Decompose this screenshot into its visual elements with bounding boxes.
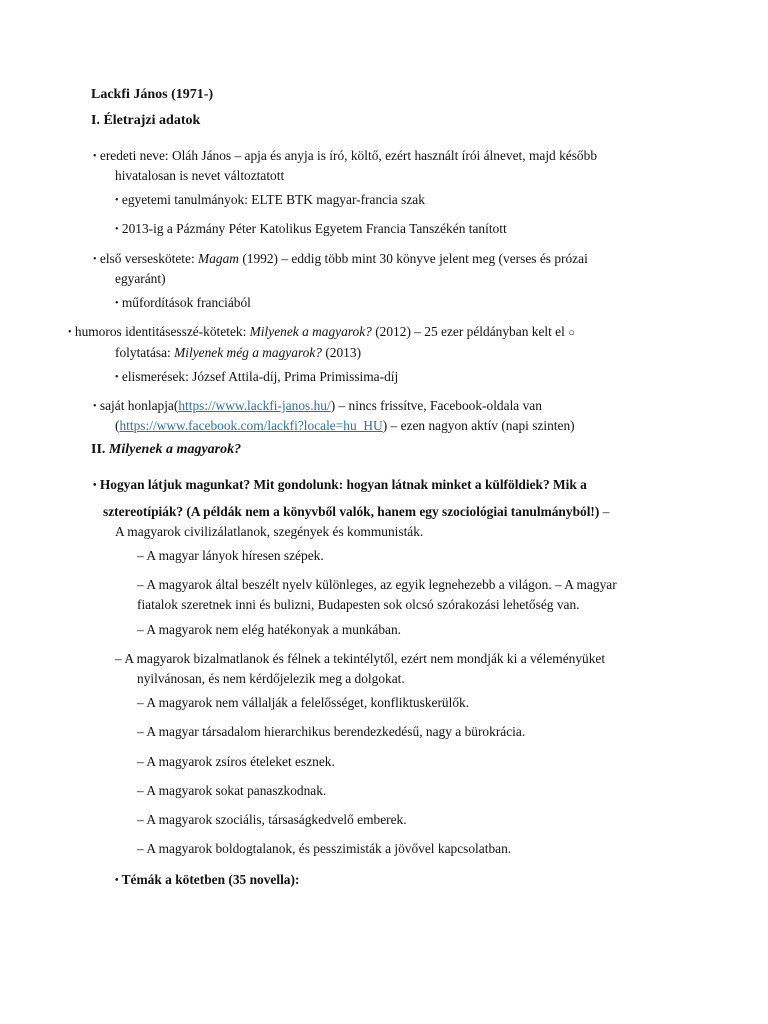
bullet-icon: • [93, 151, 97, 162]
stereotype-item [137, 812, 407, 828]
bullet-icon: • [68, 327, 72, 338]
stereotype-text: A magyarok nem elég hatékonyak a munkában. [146, 622, 402, 637]
list-item-continuation: hivatalosan is nevet változtatott [115, 168, 285, 183]
list-item-text: saját honlapja( [99, 398, 179, 413]
section-title: Milyenek a magyarok? [108, 442, 242, 457]
dash-bullet: – [137, 622, 144, 637]
stereotype-text: A magyarok bizalmatlanok és félnek a tekintélytől, ezért nem mondják ki a véleményüket [124, 651, 606, 666]
dash-bullet: – [137, 754, 144, 769]
stereotype-line: A magyarok civilizálatlanok, szegények és kommunisták. [115, 524, 424, 539]
list-item-text: ) – ezen nagyon aktív (napi szinten) [382, 418, 575, 433]
dash-bullet: – [115, 651, 122, 666]
dash-bullet: – [137, 548, 144, 563]
list-item-continuation [115, 418, 575, 434]
list-item-text: egyetemi tanulmányok: ELTE BTK magyar-francia szak [121, 192, 425, 207]
stereotype-item [115, 651, 605, 667]
list-item-text: első verseskötete: [99, 251, 199, 266]
stereotype-item [137, 548, 324, 564]
list-item-text: eredeti neve: Oláh János – apja és anyja is író, költő, ezért használt írói álnevet, majd később [99, 148, 598, 163]
list-item-text: (2013) [321, 345, 362, 360]
list-item [93, 148, 597, 166]
book-title: Magam [198, 251, 239, 266]
dash-bullet: – [137, 577, 144, 592]
sub-list-item [115, 192, 425, 210]
list-item [93, 398, 542, 416]
list-item-text: (1992) – eddig több mint 30 könyve jelent meg (verses és prózai [238, 251, 588, 266]
bullet-icon: • [115, 298, 119, 309]
stereotype-text: A magyarok nem vállalják a felelősséget, konfliktuskerülők. [146, 695, 470, 710]
stereotype-item [137, 783, 326, 799]
bullet-icon: • [115, 372, 119, 383]
list-item [68, 324, 575, 342]
list-item-text: 2013-ig a Pázmány Péter Katolikus Egyetem Francia Tanszékén tanított [121, 221, 507, 236]
section-number: II. [91, 442, 109, 457]
stereotype-text: A magyarok sokat panaszkodnak. [146, 783, 327, 798]
question-text: sztereotípiák? (A példák nem a könyvből valók, hanem egy szociológiai tanulmányból!) [103, 504, 600, 519]
stereotype-item [137, 754, 335, 770]
homepage-link[interactable]: https://www.lackfi-janos.hu/ [178, 398, 331, 413]
stereotype-item [137, 841, 511, 857]
sub-list-item [115, 369, 398, 387]
book-title: Milyenek a magyarok? [249, 324, 372, 339]
list-item-text: folytatása: [115, 345, 175, 360]
question-continuation [103, 504, 609, 520]
stereotype-text: A magyar lányok híresen szépek. [146, 548, 324, 563]
dash-text: – [599, 504, 610, 519]
list-item-text: ( [115, 418, 120, 433]
dash-bullet: – [137, 812, 144, 827]
sub-list-item [115, 295, 251, 313]
dash-bullet: – [137, 841, 144, 856]
sub-list-item [115, 221, 507, 239]
list-item-text: ) – nincs frissítve, Facebook-oldala van [330, 398, 542, 413]
stereotype-item [137, 724, 525, 740]
list-item-text: műfordítások franciából [121, 295, 251, 310]
facebook-link[interactable]: https://www.facebook.com/lackfi?locale=hu_HU [119, 418, 383, 433]
stereotype-item [137, 622, 401, 638]
bullet-icon: • [115, 195, 119, 206]
bullet-icon: • [93, 480, 97, 491]
question-text: Hogyan látjuk magunkat? Mit gondolunk: hogyan látnak minket a külföldiek? Mik a [99, 477, 587, 492]
bullet-icon: • [93, 254, 97, 265]
list-item [93, 251, 588, 269]
stereotype-text: A magyar társadalom hierarchikus berendezkedésű, nagy a bürokrácia. [146, 724, 526, 739]
section-heading-2 [91, 442, 241, 458]
bullet-icon: • [115, 224, 119, 235]
bullet-icon: • [93, 401, 97, 412]
stereotype-text: A magyarok szociális, társaságkedvelő emberek. [146, 812, 407, 827]
dash-bullet: – [137, 695, 144, 710]
themes-text: Témák a kötetben (35 novella): [121, 872, 300, 887]
stereotype-text: A magyarok boldogtalanok, és pesszimisták a jövővel kapcsolatban. [146, 841, 512, 856]
list-item-text: elismerések: József Attila-díj, Prima Primissima-díj [121, 369, 399, 384]
stereotype-text: A magyarok által beszélt nyelv különleges, az egyik legnehezebb a világon. – A magyar [146, 577, 617, 592]
stereotype-continuation: fiatalok szeretnek inni és bulizni, Budapesten sok olcsó szórakozási lehetőség van. [137, 597, 580, 612]
section-heading-1: I. Életrajzi adatok [91, 113, 201, 128]
page-title: Lackfi János (1971-) [91, 87, 214, 102]
stereotype-continuation: nyilvánosan, és nem kérdőjelezik meg a dolgokat. [137, 671, 405, 686]
list-item-continuation [115, 345, 361, 361]
list-item-text: (2012) – 25 ezer példányban kelt el [371, 324, 565, 339]
bullet-icon: • [115, 875, 119, 886]
list-item-continuation: egyaránt) [115, 271, 166, 286]
dash-bullet: – [137, 783, 144, 798]
stereotype-text: A magyarok zsíros ételeket esznek. [146, 754, 335, 769]
dash-bullet: – [137, 724, 144, 739]
stereotype-item [137, 695, 469, 711]
question-item [93, 477, 587, 495]
stereotype-item [137, 577, 617, 593]
circle-bullet-icon: ○ [568, 327, 575, 339]
book-title: Milyenek még a magyarok? [174, 345, 322, 360]
themes-item [115, 872, 299, 890]
list-item-text: humoros identitásesszé-kötetek: [74, 324, 250, 339]
